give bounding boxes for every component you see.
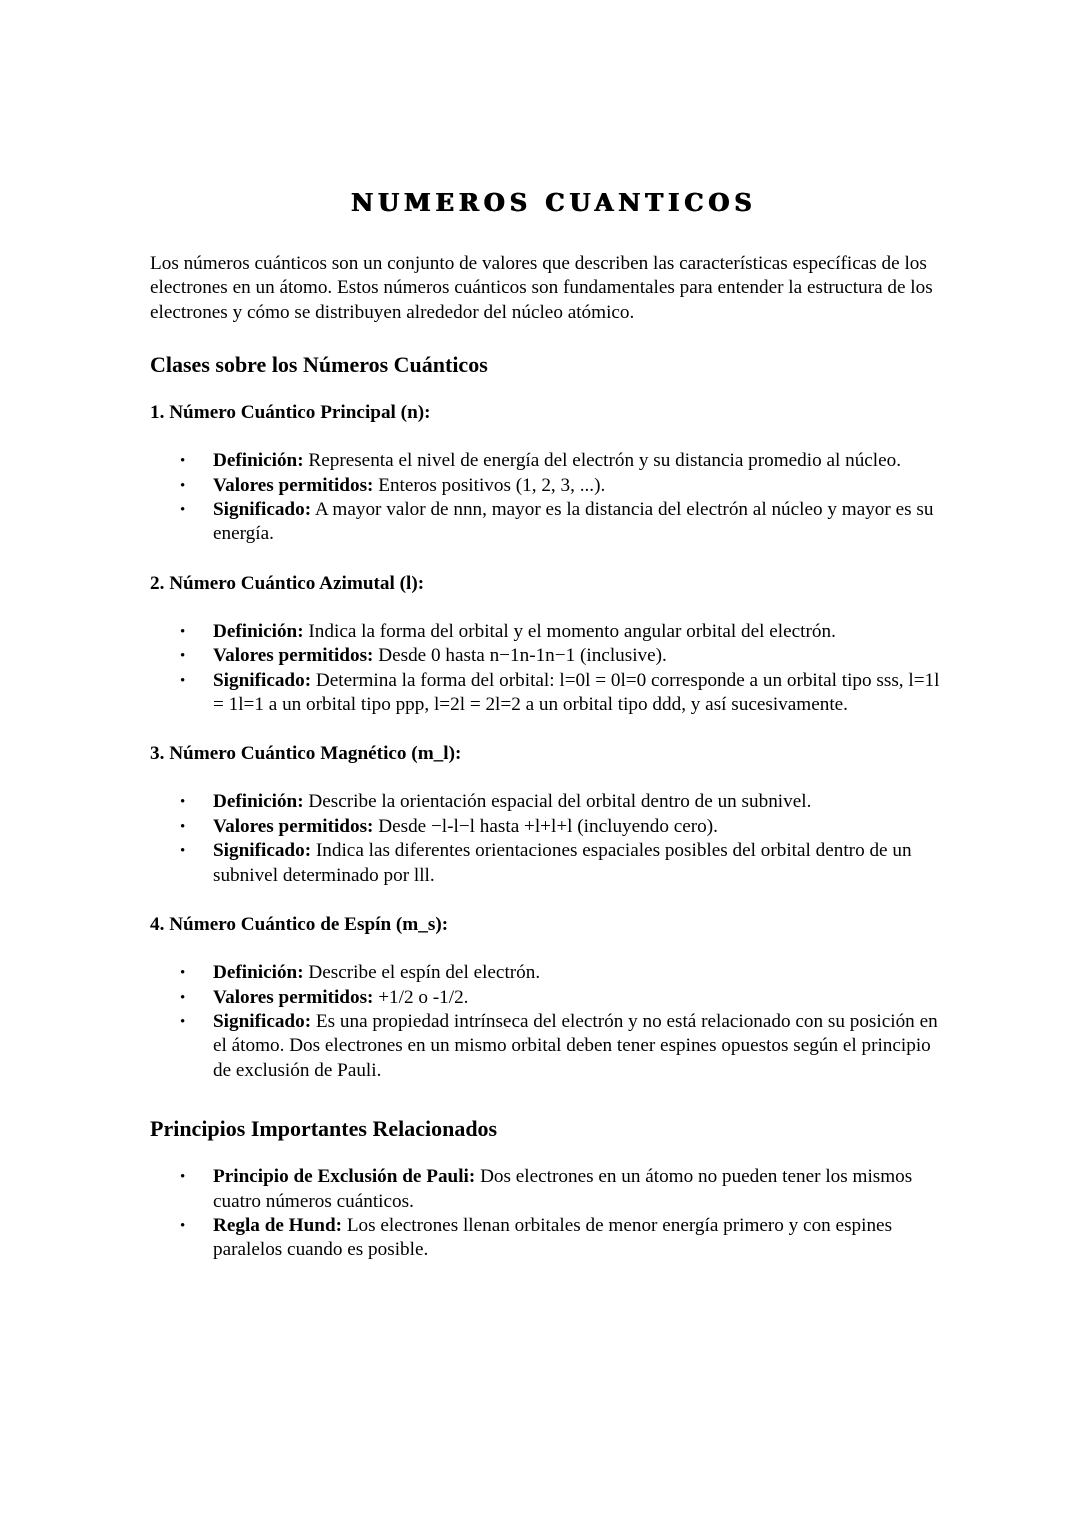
list-item [150, 790, 940, 814]
bullet-icon: • [180, 989, 186, 1006]
item-label: Principio de Exclusión de Pauli: [213, 1166, 476, 1188]
item-text: Indica las diferentes orientaciones espaciales posibles del orbital dentro de un subnivel determinado por lll. [213, 840, 912, 886]
list-item [150, 839, 940, 888]
intro-paragraph: Los números cuánticos son un conjunto de valores que describen las características específicas de los electrones en un átomo. Estos números cuánticos son fundamentales para entender la estructura de los electrones y cómo se distribuyen alrededor del núcleo atómico. [150, 253, 933, 323]
item-label: Definición: [213, 791, 304, 813]
item-text: Desde −l-l−l hasta +l+l+l (incluyendo cero). [373, 815, 718, 837]
bullet-icon: • [180, 1013, 186, 1030]
item-label: Definición: [213, 962, 304, 984]
item-text: Determina la forma del orbital: l=0l = 0l=0 corresponde a un orbital tipo sss, l=1l = 1l=1 a un orbital tipo ppp, l=2l = 2l=2 a un orbital tipo ddd, y así sucesivamente. [213, 669, 940, 716]
section-title-principios: Principios Importantes Relacionados [150, 1116, 498, 1142]
item-text: Describe la orientación espacial del orbital dentro de un subnivel. [303, 791, 812, 813]
document-page [150, 186, 940, 1288]
item-text: A mayor valor de nnn, mayor es la distancia del electrón al núcleo y mayor es su energía. [213, 499, 934, 545]
item-text: Describe el espín del electrón. [303, 962, 541, 984]
item-label: Valores permitidos: [213, 986, 374, 1008]
item-text: Los electrones llenan orbitales de menor energía primero y con espines paralelos cuando es posible. [213, 1214, 893, 1261]
subsection-title-magnetico: 3. Número Cuántico Magnético (m_l): [150, 743, 462, 765]
item-text: Dos electrones en un átomo no pueden tener los mismos cuatro números cuánticos. [213, 1166, 913, 1212]
bullet-icon: • [180, 502, 186, 519]
item-label: Valores permitidos: [213, 645, 374, 667]
item-text: Representa el nivel de energía del electrón y su distancia promedio al núcleo. [303, 450, 902, 472]
subsection-title-principal: 1. Número Cuántico Principal (n): [150, 402, 431, 424]
bullet-icon: • [180, 477, 186, 494]
bullet-icon: • [180, 453, 186, 470]
principal-list [150, 449, 940, 547]
list-item [150, 986, 940, 1010]
list-item [150, 669, 940, 718]
item-label: Significado: [213, 499, 312, 521]
item-label: Valores permitidos: [213, 815, 374, 837]
azimutal-list [150, 620, 940, 718]
list-item [150, 644, 940, 668]
item-label: Significado: [213, 840, 312, 862]
principles-list [150, 1165, 940, 1263]
list-item [150, 449, 940, 473]
item-text: Enteros positivos (1, 2, 3, ...). [373, 474, 606, 496]
item-label: Regla de Hund: [213, 1214, 343, 1236]
item-text: +1/2 o -1/2. [373, 986, 469, 1008]
item-label: Definición: [213, 620, 304, 642]
item-label: Significado: [213, 669, 312, 691]
bullet-icon: • [180, 1169, 186, 1186]
list-item [150, 815, 940, 839]
list-item [150, 498, 940, 547]
list-item [150, 620, 940, 644]
subsection-title-azimutal: 2. Número Cuántico Azimutal (l): [150, 572, 425, 594]
bullet-icon: • [180, 818, 186, 835]
list-item [150, 1214, 940, 1263]
bullet-icon: • [180, 1217, 186, 1234]
list-item [150, 1165, 940, 1214]
bullet-icon: • [180, 965, 186, 982]
section-title-clases: Clases sobre los Números Cuánticos [150, 352, 488, 378]
list-item [150, 1010, 940, 1083]
item-label: Valores permitidos: [213, 474, 374, 496]
bullet-icon: • [180, 843, 186, 860]
item-text: Desde 0 hasta n−1n-1n−1 (inclusive). [373, 645, 667, 667]
item-text: Indica la forma del orbital y el momento angular orbital del electrón. [303, 620, 836, 642]
bullet-icon: • [180, 648, 186, 665]
bullet-icon: • [180, 672, 186, 689]
item-text: Es una propiedad intrínseca del electrón y no está relacionado con su posición en el átomo. Dos electrones en un mismo orbital deben tener espines opuestos según el principio de exclusión de Pauli. [213, 1010, 938, 1081]
item-label: Definición: [213, 450, 304, 472]
bullet-icon: • [180, 794, 186, 811]
magnetico-list [150, 790, 940, 888]
list-item [150, 474, 940, 498]
document-title: NUMEROS CUANTICOS [351, 188, 757, 217]
item-label: Significado: [213, 1010, 312, 1032]
bullet-icon: • [180, 623, 186, 640]
espin-list [150, 961, 940, 1083]
subsection-title-espin: 4. Número Cuántico de Espín (m_s): [150, 914, 449, 936]
list-item [150, 961, 940, 985]
